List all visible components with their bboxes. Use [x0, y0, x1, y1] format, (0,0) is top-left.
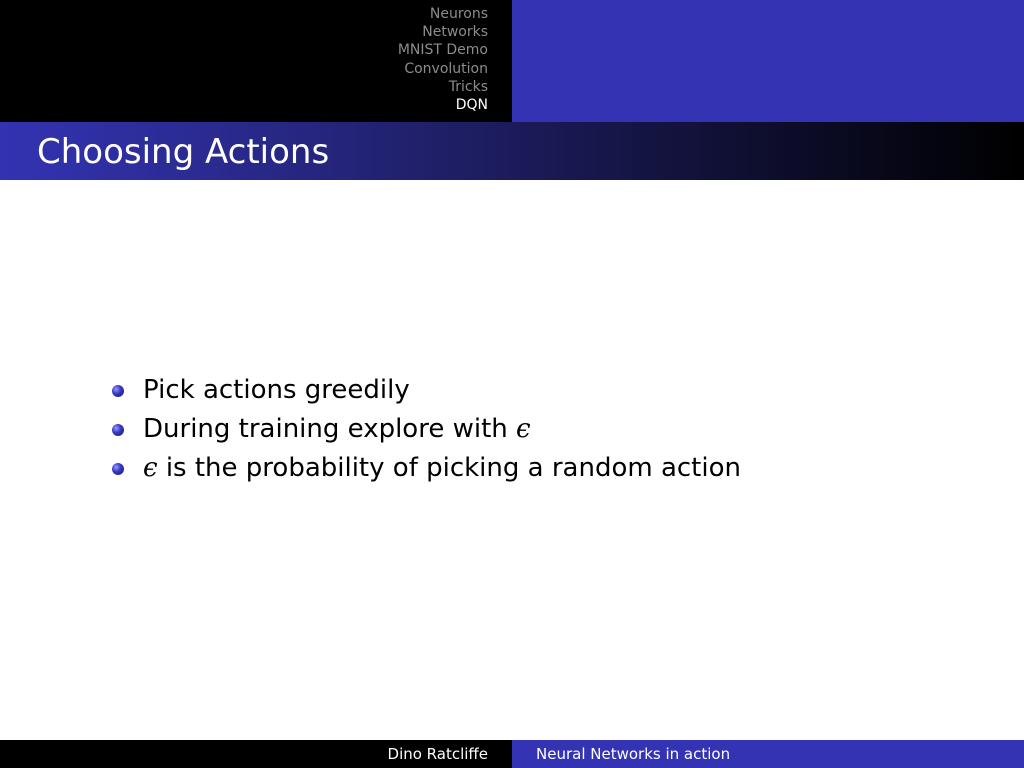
nav-item-networks[interactable]: Networks [422, 24, 488, 41]
bullet-text: Pick actions greedily [143, 375, 410, 405]
bullet-text: During training explore with [143, 414, 517, 444]
list-item [110, 410, 741, 449]
ball-bullet-icon [112, 424, 124, 436]
footer-title: Neural Networks in action [536, 745, 731, 763]
list-item [110, 371, 741, 410]
epsilon-symbol: ϵ [516, 414, 531, 444]
bullet-list [110, 371, 741, 488]
nav-item-mnist-demo[interactable]: MNIST Demo [397, 42, 488, 59]
footer-author-panel [0, 740, 512, 768]
nav-item-dqn[interactable]: DQN [455, 97, 488, 114]
header-navigation [0, 0, 1024, 122]
footer-title-panel [512, 740, 1024, 768]
subsection-nav-panel [512, 0, 1024, 122]
ball-bullet-icon [112, 463, 124, 475]
frame-title: Choosing Actions [37, 132, 330, 172]
nav-item-convolution[interactable]: Convolution [404, 60, 488, 77]
frame-title-bar [0, 122, 1024, 180]
bullet-text: is the probability of picking a random action [157, 453, 741, 483]
footer-author: Dino Ratcliffe [387, 745, 488, 763]
nav-item-tricks[interactable]: Tricks [448, 78, 488, 95]
ball-bullet-icon [112, 385, 124, 397]
list-item [110, 449, 741, 488]
nav-item-neurons[interactable]: Neurons [429, 6, 488, 22]
section-nav-list [398, 5, 488, 114]
epsilon-symbol: ϵ [143, 453, 158, 483]
footer [0, 740, 1024, 768]
section-nav-panel [0, 0, 512, 122]
